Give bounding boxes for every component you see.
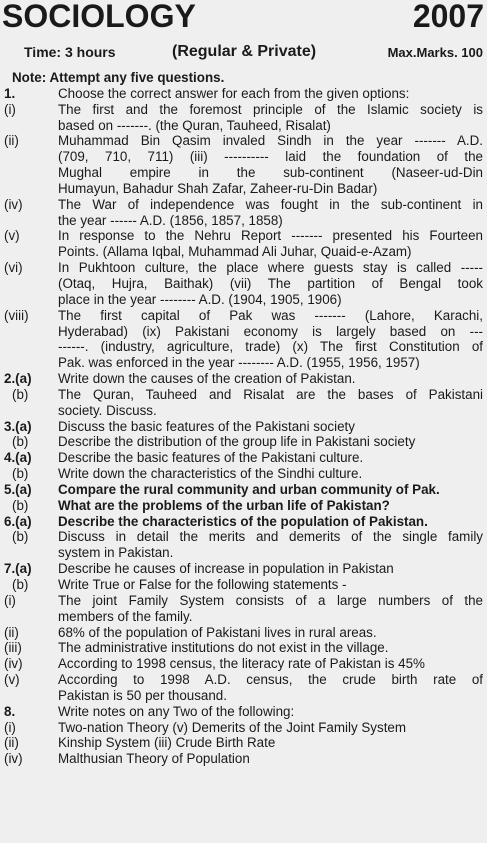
question-label xyxy=(0,213,58,229)
question-label: (v) xyxy=(4,228,20,244)
question-text: Mughal empire in the sub-continent (Naseer-ud-Din xyxy=(58,165,483,181)
max-marks: Max.Marks. 100 xyxy=(387,45,483,60)
question-line xyxy=(0,403,487,419)
question-text: The Quran, Tauheed and Risalat are the bases of Pakistani xyxy=(58,386,483,402)
question-label: (ii) xyxy=(4,624,19,640)
question-line xyxy=(0,165,487,181)
question-text: Hyderabad) (ix) Pakistani economy is largely based on --- xyxy=(58,323,483,339)
question-text: the year ------ A.D. (1856, 1857, 1858) xyxy=(58,212,283,228)
question-label: (ii) xyxy=(4,133,19,149)
question-line xyxy=(0,339,487,355)
question-label: 1. xyxy=(4,85,16,101)
question-line xyxy=(0,450,487,466)
instruction-note: Note: Attempt any five questions. xyxy=(12,70,225,85)
question-line xyxy=(0,118,487,134)
question-text: Pak. was enforced in the year -------- A.D. (1955, 1956, 1957) xyxy=(58,355,420,371)
question-text: In response to the Nehru Report ------- presented his Fourteen xyxy=(58,228,483,244)
question-label xyxy=(0,403,58,419)
question-label: (b) xyxy=(12,466,29,482)
question-text: members of the family. xyxy=(58,608,193,624)
question-text: 68% of the population of Pakistani lives in rural areas. xyxy=(58,624,377,640)
question-label: (b) xyxy=(12,529,29,545)
question-line xyxy=(0,735,487,751)
question-text: place in the year -------- A.D. (1904, 1905, 1906) xyxy=(58,291,342,307)
question-label xyxy=(0,244,58,260)
question-line xyxy=(0,625,487,641)
question-text: According to 1998 census, the literacy rate of Pakistan is 45% xyxy=(58,656,425,672)
question-text: The joint Family System consists of a large numbers of the xyxy=(58,592,483,608)
question-label: 7.(a) xyxy=(4,561,32,577)
question-label: (b) xyxy=(12,434,29,450)
question-text: Describe the basic features of the Pakistani culture. xyxy=(58,450,364,466)
question-label: 8. xyxy=(4,703,16,719)
question-text: society. Discuss. xyxy=(58,402,157,418)
question-line xyxy=(0,545,487,561)
question-text: Write down the causes of the creation of Pakistan. xyxy=(58,371,356,387)
question-text: Two-nation Theory (v) Demerits of the Joint Family System xyxy=(58,719,407,735)
question-line xyxy=(0,260,487,276)
question-label xyxy=(0,355,58,371)
question-body xyxy=(0,70,487,767)
question-text: Points. (Allama Iqbal, Muhammad Ali Juhar, Quaid-e-Azam) xyxy=(58,244,412,260)
meta-row xyxy=(0,44,487,66)
question-label xyxy=(0,688,58,704)
question-line xyxy=(0,102,487,118)
title-row xyxy=(0,0,487,44)
question-text: Describe he causes of increase in population in Pakistan xyxy=(58,561,394,577)
question-label: (b) xyxy=(12,497,29,513)
question-text: Discuss in detail the merits and demerits of the single family xyxy=(58,529,483,545)
question-line xyxy=(0,324,487,340)
question-text: Choose the correct answer for each from the given options: xyxy=(58,85,410,101)
question-text: Compare the rural community and urban community of Pak. xyxy=(58,481,440,497)
question-label xyxy=(0,609,58,625)
question-line xyxy=(0,577,487,593)
question-line xyxy=(0,498,487,514)
question-line xyxy=(0,419,487,435)
time-allowed: Time: 3 hours xyxy=(24,44,116,60)
question-line xyxy=(0,640,487,656)
question-line xyxy=(0,244,487,260)
question-line xyxy=(0,308,487,324)
question-text: Discuss the basic features of the Pakistani society xyxy=(58,418,355,434)
question-line xyxy=(0,86,487,102)
question-text: The first and the foremost principle of the Islamic society is xyxy=(58,101,483,117)
question-line xyxy=(0,656,487,672)
question-label: (iv) xyxy=(4,751,23,767)
question-line xyxy=(0,197,487,213)
question-line xyxy=(0,276,487,292)
question-text: Kinship System (iii) Crude Birth Rate xyxy=(58,735,276,751)
question-text: Write notes on any Two of the following: xyxy=(58,703,295,719)
question-text: Describe the distribution of the group life in Pakistani society xyxy=(58,434,416,450)
question-text: Describe the characteristics of the population of Pakistan. xyxy=(58,513,428,529)
question-label: (v) xyxy=(4,672,20,688)
question-line xyxy=(0,292,487,308)
question-label: (viii) xyxy=(4,307,29,323)
question-text: The first capital of Pak was ------- (Lahore, Karachi, xyxy=(58,307,483,323)
question-label xyxy=(0,292,58,308)
question-text: The War of independence was fought in the sub-continent in xyxy=(58,196,483,212)
question-line xyxy=(0,149,487,165)
question-line xyxy=(0,228,487,244)
question-label xyxy=(0,118,58,134)
question-text: Humayun, Bahadur Shah Zafar, Zaheer-ru-Din Badar) xyxy=(58,180,378,196)
question-line xyxy=(0,561,487,577)
question-line xyxy=(0,704,487,720)
question-label: 2.(a) xyxy=(4,371,32,387)
question-line xyxy=(0,466,487,482)
question-label: 3.(a) xyxy=(4,418,32,434)
question-line xyxy=(0,529,487,545)
question-label: (b) xyxy=(12,577,29,592)
question-line xyxy=(0,751,487,767)
question-line xyxy=(0,688,487,704)
question-label: (iv) xyxy=(4,196,23,212)
exam-mode: (Regular & Private) xyxy=(172,43,317,60)
question-line xyxy=(0,434,487,450)
question-text: Malthusian Theory of Population xyxy=(58,751,250,767)
question-text: In Pukhtoon culture, the place where guests stay is called ----- xyxy=(58,260,483,276)
question-line xyxy=(0,720,487,736)
question-line xyxy=(0,514,487,530)
question-label xyxy=(0,181,58,197)
subject-title: SOCIOLOGY xyxy=(2,0,196,34)
question-line xyxy=(0,672,487,688)
question-text: (Otaq, Hujra, Baithak) (vii) The partition of Bengal took xyxy=(58,275,483,291)
question-label: (iv) xyxy=(4,656,23,672)
question-line xyxy=(0,133,487,149)
question-label xyxy=(0,149,58,165)
question-line xyxy=(0,181,487,197)
question-line xyxy=(0,609,487,625)
question-text: According to 1998 A.D. census, the crude birth rate of xyxy=(58,672,483,688)
question-label: 6.(a) xyxy=(4,513,32,529)
question-line xyxy=(0,387,487,403)
exam-year: 2007 xyxy=(412,0,484,34)
question-label: 5.(a) xyxy=(4,481,32,497)
question-line xyxy=(0,213,487,229)
question-line xyxy=(0,355,487,371)
question-text: The administrative institutions do not exist in the village. xyxy=(58,640,389,656)
question-line xyxy=(0,371,487,387)
question-text: based on -------. (the Quran, Tauheed, Risalat) xyxy=(58,117,331,133)
question-label: (iii) xyxy=(4,640,22,656)
question-line xyxy=(0,593,487,609)
question-text: ------. (industry, agriculture, trade) (x) The first Constitution of xyxy=(58,339,483,355)
question-label: (ii) xyxy=(4,735,19,751)
question-label xyxy=(0,339,58,355)
question-label: (vi) xyxy=(4,260,23,276)
question-label xyxy=(0,324,58,340)
question-text: (709, 710, 711) (iii) ---------- laid the foundation of the xyxy=(58,149,483,165)
question-label: (i) xyxy=(4,101,16,117)
question-text: Write down the characteristics of the Sindhi culture. xyxy=(58,466,363,482)
question-line xyxy=(0,482,487,498)
question-text: Write True or False for the following statements - xyxy=(58,577,347,592)
question-label xyxy=(0,276,58,292)
question-label xyxy=(0,165,58,181)
question-label: (i) xyxy=(4,719,16,735)
question-text: Muhammad Bin Qasim invaled Sindh in the year ------- A.D. xyxy=(58,133,483,149)
question-label xyxy=(0,545,58,561)
question-label: 4.(a) xyxy=(4,450,32,466)
question-label: (i) xyxy=(4,592,16,608)
question-text: What are the problems of the urban life of Pakistan? xyxy=(58,497,390,513)
question-text: Pakistan is 50 per thousand. xyxy=(58,687,227,703)
question-label: (b) xyxy=(12,386,29,402)
question-text: system in Pakistan. xyxy=(58,545,174,561)
